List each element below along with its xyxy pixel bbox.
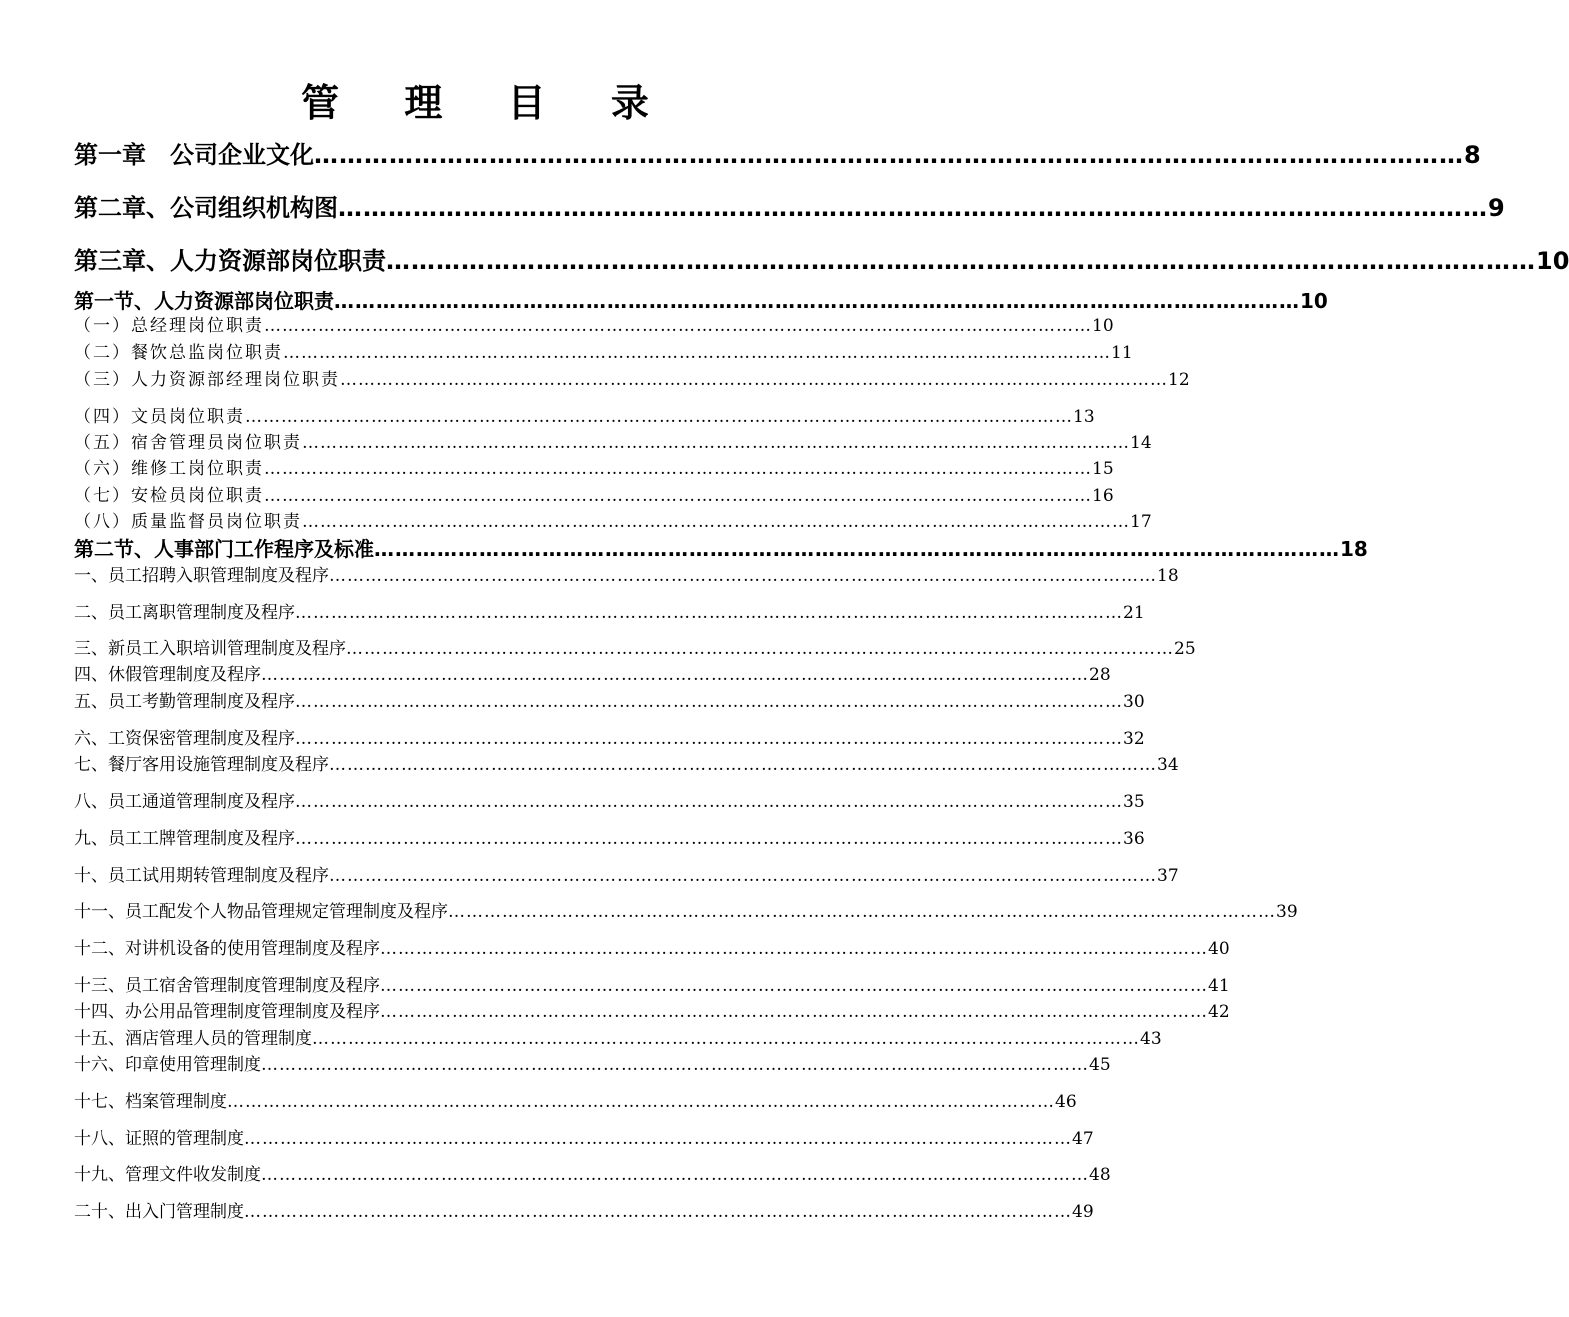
page-number: 25 [1174, 639, 1196, 659]
toc-section[interactable] [74, 287, 1328, 315]
page-number: 11 [1111, 343, 1133, 363]
toc-label: 第一章 公司企业文化 [74, 141, 314, 169]
toc-label: 十二、对讲机设备的使用管理制度及程序 [74, 939, 380, 959]
dot-leader: ………………………………………………………………………………………………………………………… [295, 792, 1123, 812]
toc-label: 十九、管理文件收发制度 [74, 1165, 261, 1185]
toc-label: 十三、员工宿舍管理制度管理制度及程序 [74, 976, 380, 996]
toc-label: 十七、档案管理制度 [74, 1092, 227, 1112]
page-title [0, 78, 950, 128]
page-number: 12 [1168, 370, 1190, 390]
dot-leader: ………………………………………………………………………………………………………………………… [340, 370, 1168, 390]
toc-label: 十一、员工配发个人物品管理规定管理制度及程序 [74, 902, 448, 922]
toc-item[interactable] [74, 752, 1179, 778]
toc-label: 七、餐厅客用设施管理制度及程序 [74, 755, 329, 775]
toc-label: 五、员工考勤管理制度及程序 [74, 692, 295, 712]
title-char: 目 [507, 81, 546, 125]
toc-label: （七）安检员岗位职责 [74, 486, 264, 506]
page-number: 15 [1092, 459, 1114, 479]
dot-leader: ………………………………………………………………………………………………………………………… [261, 665, 1089, 685]
toc-item[interactable] [74, 1026, 1162, 1052]
toc-label: 第三章、人力资源部岗位职责 [74, 247, 386, 275]
page-number: 14 [1130, 433, 1152, 453]
page-number: 47 [1072, 1129, 1094, 1149]
page-number: 13 [1073, 407, 1095, 427]
toc-label: （三）人力资源部经理岗位职责 [74, 370, 340, 390]
toc-label: 三、新员工入职培训管理制度及程序 [74, 639, 346, 659]
toc-item[interactable] [74, 600, 1145, 626]
toc-item[interactable] [74, 863, 1179, 889]
dot-leader: ………………………………………………………………………………………………………………………… [295, 603, 1123, 623]
toc-label: 十八、证照的管理制度 [74, 1129, 244, 1149]
toc-item[interactable] [74, 1052, 1111, 1078]
toc-item[interactable] [74, 899, 1298, 925]
dot-leader: ………………………………………………………………………………………………………………………… [312, 1029, 1140, 1049]
dot-leader: ………………………………………………………………………………………………………………………… [283, 343, 1111, 363]
page-number: 49 [1072, 1202, 1094, 1222]
page-number: 45 [1089, 1055, 1111, 1075]
page-number: 18 [1340, 537, 1368, 561]
page-number: 18 [1157, 566, 1179, 586]
toc-item[interactable] [74, 636, 1196, 662]
dot-leader: ………………………………………………………………………………………………………………………… [227, 1092, 1055, 1112]
page-number: 10 [1300, 289, 1328, 313]
toc-item[interactable] [74, 430, 1152, 456]
toc-item[interactable] [74, 1199, 1094, 1225]
dot-leader: ………………………………………………………………………………………………………………………… [380, 939, 1208, 959]
page-number: 17 [1130, 512, 1152, 532]
toc-item[interactable] [74, 999, 1230, 1025]
dot-leader: ………………………………………………………………………………………………………………………… [264, 459, 1092, 479]
toc-label: 八、员工通道管理制度及程序 [74, 792, 295, 812]
toc-label: 二十、出入门管理制度 [74, 1202, 244, 1222]
title-char: 理 [404, 81, 443, 125]
toc-item[interactable] [74, 973, 1230, 999]
page-number: 39 [1276, 902, 1298, 922]
toc-item[interactable] [74, 689, 1145, 715]
dot-leader: ………………………………………………………………………………………………………………………… [295, 729, 1123, 749]
page-number: 40 [1208, 939, 1230, 959]
dot-leader: ………………………………………………………………………………………………………………………… [261, 1165, 1089, 1185]
toc-label: 第二节、人事部门工作程序及标准 [74, 537, 374, 561]
toc-label: 四、休假管理制度及程序 [74, 665, 261, 685]
dot-leader: ………………………………………………………………………………………………………………………… [314, 141, 1464, 169]
dot-leader: ………………………………………………………………………………………………………………………… [380, 976, 1208, 996]
dot-leader: ………………………………………………………………………………………………………………………… [334, 289, 1300, 313]
page-number: 41 [1208, 976, 1230, 996]
toc-label: 六、工资保密管理制度及程序 [74, 729, 295, 749]
title-char: 录 [610, 81, 649, 125]
toc-item[interactable] [74, 456, 1114, 482]
toc-item[interactable] [74, 340, 1133, 366]
page-number: 9 [1488, 194, 1505, 222]
toc-item[interactable] [74, 563, 1179, 589]
toc-item[interactable] [74, 1126, 1094, 1152]
dot-leader: ………………………………………………………………………………………………………………………… [245, 407, 1073, 427]
dot-leader: ………………………………………………………………………………………………………………………… [346, 639, 1174, 659]
dot-leader: ………………………………………………………………………………………………………………………… [264, 316, 1092, 336]
page-number: 21 [1123, 603, 1145, 623]
toc-item[interactable] [74, 483, 1114, 509]
page-number: 36 [1123, 829, 1145, 849]
toc-label: 十、员工试用期转管理制度及程序 [74, 866, 329, 886]
toc-section[interactable] [74, 535, 1368, 563]
toc-chapter[interactable] [74, 191, 1505, 225]
dot-leader: ………………………………………………………………………………………………………………………… [329, 566, 1157, 586]
page-number: 46 [1055, 1092, 1077, 1112]
toc-item[interactable] [74, 726, 1145, 752]
page-number: 48 [1089, 1165, 1111, 1185]
toc-chapter[interactable] [74, 244, 1569, 278]
toc-item[interactable] [74, 662, 1111, 688]
toc-chapter[interactable] [74, 138, 1481, 172]
dot-leader: ………………………………………………………………………………………………………………………… [302, 512, 1130, 532]
page-number: 37 [1157, 866, 1179, 886]
dot-leader: ………………………………………………………………………………………………………………………… [295, 692, 1123, 712]
dot-leader: ………………………………………………………………………………………………………………………… [302, 433, 1130, 453]
dot-leader: ………………………………………………………………………………………………………………………… [329, 755, 1157, 775]
toc-item[interactable] [74, 1162, 1111, 1188]
dot-leader: ………………………………………………………………………………………………………………………… [295, 829, 1123, 849]
page-number: 16 [1092, 486, 1114, 506]
toc-label: 十五、酒店管理人员的管理制度 [74, 1029, 312, 1049]
toc-label: 二、员工离职管理制度及程序 [74, 603, 295, 623]
toc-label: （二）餐饮总监岗位职责 [74, 343, 283, 363]
toc-label: 一、员工招聘入职管理制度及程序 [74, 566, 329, 586]
page-number: 10 [1536, 247, 1569, 275]
dot-leader: ………………………………………………………………………………………………………………………… [264, 486, 1092, 506]
page-number: 43 [1140, 1029, 1162, 1049]
page-number: 42 [1208, 1002, 1230, 1022]
dot-leader: ………………………………………………………………………………………………………………………… [380, 1002, 1208, 1022]
toc-item[interactable] [74, 509, 1152, 535]
toc-label: （八）质量监督员岗位职责 [74, 512, 302, 532]
dot-leader: ………………………………………………………………………………………………………………………… [386, 247, 1536, 275]
dot-leader: ………………………………………………………………………………………………………………………… [244, 1129, 1072, 1149]
toc-item[interactable] [74, 313, 1114, 339]
toc-item[interactable] [74, 1089, 1077, 1115]
page-number: 32 [1123, 729, 1145, 749]
toc-item[interactable] [74, 789, 1145, 815]
toc-label: 十四、办公用品管理制度管理制度及程序 [74, 1002, 380, 1022]
toc-label: 第一节、人力资源部岗位职责 [74, 289, 334, 313]
page-number: 28 [1089, 665, 1111, 685]
toc-label: （五）宿舍管理员岗位职责 [74, 433, 302, 453]
dot-leader: ………………………………………………………………………………………………………………………… [338, 194, 1488, 222]
page-number: 35 [1123, 792, 1145, 812]
toc-label: 九、员工工牌管理制度及程序 [74, 829, 295, 849]
title-char: 管 [301, 81, 340, 125]
toc-label: （六）维修工岗位职责 [74, 459, 264, 479]
toc-label: （一）总经理岗位职责 [74, 316, 264, 336]
dot-leader: ………………………………………………………………………………………………………………………… [374, 537, 1340, 561]
toc-item[interactable] [74, 404, 1095, 430]
toc-item[interactable] [74, 936, 1230, 962]
page-number: 34 [1157, 755, 1179, 775]
toc-label: 十六、印章使用管理制度 [74, 1055, 261, 1075]
dot-leader: ………………………………………………………………………………………………………………………… [261, 1055, 1089, 1075]
dot-leader: ………………………………………………………………………………………………………………………… [448, 902, 1276, 922]
toc-label: （四）文员岗位职责 [74, 407, 245, 427]
toc-item[interactable] [74, 367, 1190, 393]
dot-leader: ………………………………………………………………………………………………………………………… [329, 866, 1157, 886]
toc-item[interactable] [74, 826, 1145, 852]
toc-label: 第二章、公司组织机构图 [74, 194, 338, 222]
dot-leader: ………………………………………………………………………………………………………………………… [244, 1202, 1072, 1222]
page-number: 30 [1123, 692, 1145, 712]
page-number: 10 [1092, 316, 1114, 336]
page-number: 8 [1464, 141, 1481, 169]
